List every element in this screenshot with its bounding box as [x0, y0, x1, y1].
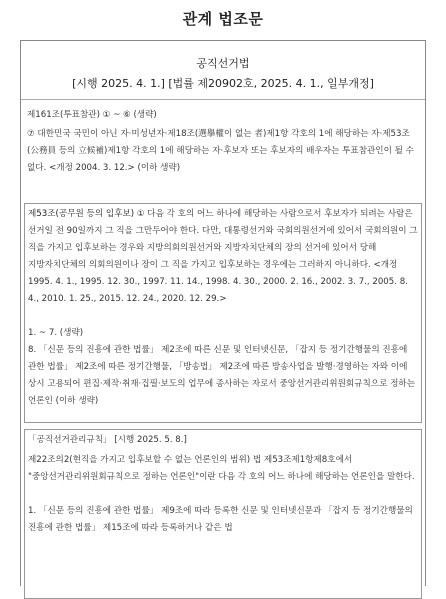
article53-items-omitted: 1. ~ 7. (생략): [28, 328, 84, 338]
page-title: 관계 법조문: [182, 10, 264, 28]
law-excerpt-frame: [20, 40, 426, 586]
rule-article: 제22조의2(현직을 가지고 입후보할 수 없는 언론인의 범위) 법 제53조제1항제8호에서 "중앙선거관리위원회규칙으로 정하는 언론인"이란 다음 각 호의 어느 하나에 해당하는 언론인을 말한다.: [28, 455, 415, 482]
article53-box: [24, 203, 422, 423]
election-rule-box: [24, 429, 422, 599]
article53-title: 제53조(공무원 등의 입후보): [28, 209, 135, 219]
law-meta: [시행 2025. 4. 1.] [법률 제20902호, 2025. 4. 1., 일부개정]: [72, 77, 374, 90]
article53-item8: 8. 「신문 등의 진흥에 관한 법률」 제2조에 따른 신문 및 인터넷신문, 「잡지 등 정기간행물의 진흥에 관한 법률」 제2조에 따른 정기간행물, 「방송법」 제2조에 따른 방송사업을 발행·경영하는 자와 이에 상시 고용되어 편집·제작·취재·집필·보도의 업무에 종사하는 자로서 중앙선거관리위원회규칙으로 정하는 언론인 (이하 생략): [28, 345, 416, 406]
rule-item1: 1. 「신문 등의 진흥에 관한 법률」 제9조에 따라 등록한 신문 및 인터넷신문과 「잡지 등 정기간행물의 진흥에 관한 법률」 제15조에 따라 등록하거나 같은 법: [28, 506, 413, 533]
article53-para1-text: ① 다음 각 호의 어느 하나에 해당하는 사람으로서 후보자가 되려는 사람은 선거일 전 90일까지 그 직을 그만두어야 한다. 다만, 대통령선거와 국회의원선거에 있어서 국회의원이 그 직을 가지고 입후보하는 경우와 지방의회의원선거와 지방자치단체의 장의 선거에 있어서 당해 지방자치단체의 의회의원이나 장이 그 직을 가지고 입후보하는 경우에는 그러하지 아니하다. <개정 1995. 4. 1., 1995. 12. 30., 1997. 11. 14., 1998. 4. 30., 2000. 2. 16., 2002. 3. 7., 2005. 8. 4., 2010. 1. 25., 2015. 12. 24., 2020. 12. 29.>: [28, 209, 418, 304]
rule-heading: 「공직선거관리규칙」 [시행 2025. 5. 8.]: [28, 435, 187, 445]
article161-para7: ⑦ 대한민국 국민이 아닌 자·미성년자·제18조(選擧權이 없는 者)제1항 각호의 1에 해당하는 자·제53조(公務員 등의 立候補)제1항 각호의 1에 해당하는 자·후보자 또는 후보자의 배우자는 투표참관인이 될 수 없다. <개정 2004. 3. 12.> (이하 생략): [27, 129, 414, 173]
law-name: 공직선거법: [196, 57, 250, 70]
header-divider: [21, 99, 425, 100]
article53-para1: [28, 206, 418, 308]
article161-heading: 제161조(투표참관) ① ~ ⑥ (생략): [27, 110, 157, 120]
